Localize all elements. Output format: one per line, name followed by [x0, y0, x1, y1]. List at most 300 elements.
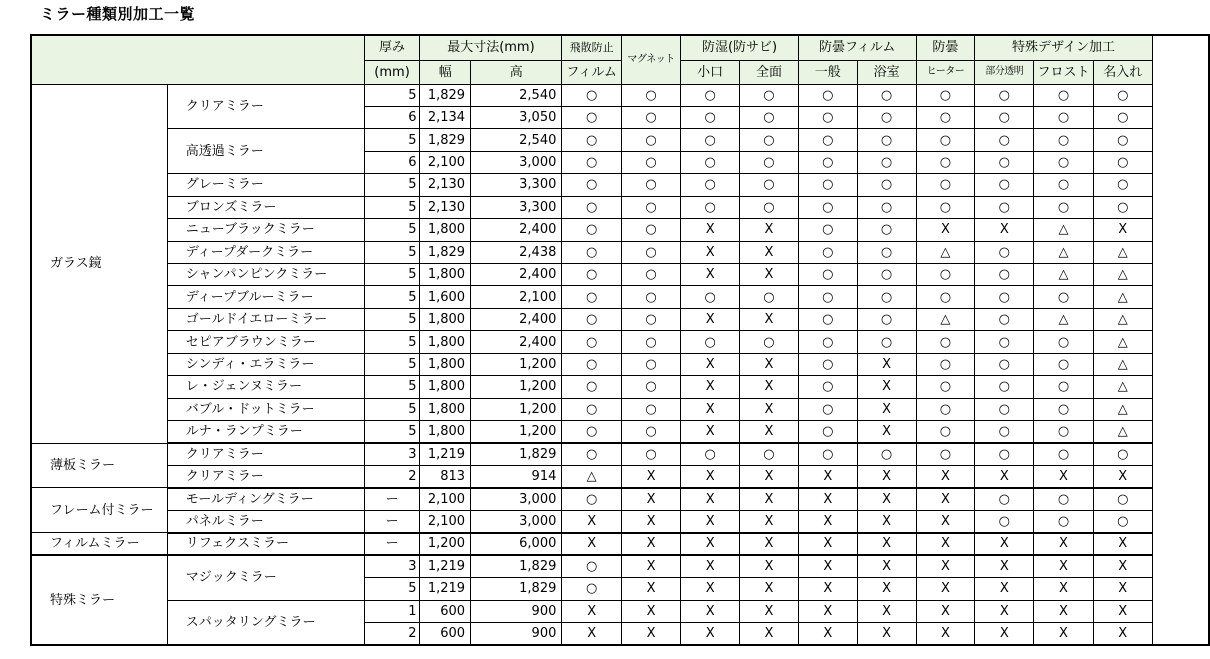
availability-mark: X [740, 376, 799, 398]
availability-mark: ○ [1034, 398, 1094, 420]
availability-mark: ○ [975, 443, 1034, 465]
availability-mark: ○ [562, 219, 622, 241]
availability-mark: X [681, 510, 740, 532]
availability-mark: ○ [562, 578, 622, 600]
availability-mark: △ [1093, 421, 1152, 443]
availability-mark: X [798, 510, 857, 532]
product-name: 高透過ミラー [167, 129, 364, 174]
availability-mark: ○ [916, 196, 975, 218]
availability-mark: ○ [1034, 129, 1094, 151]
availability-mark: ○ [1034, 106, 1094, 128]
availability-mark: X [1034, 465, 1094, 487]
header-magnet: マグネット [621, 35, 680, 84]
width-value: 2,134 [420, 106, 471, 128]
width-value: 1,200 [420, 533, 471, 555]
height-value: 2,438 [471, 241, 562, 263]
table-row [31, 219, 1209, 241]
thickness-value: 5 [364, 353, 420, 375]
availability-mark: X [681, 533, 740, 555]
availability-mark: X [681, 264, 740, 286]
width-value: 1,800 [420, 421, 471, 443]
height-value: 2,540 [471, 84, 562, 106]
availability-mark: X [857, 578, 916, 600]
width-value: 600 [420, 600, 471, 622]
thickness-value: ー [364, 510, 420, 532]
availability-mark: X [740, 219, 799, 241]
category-label: 薄板ミラー [31, 443, 167, 488]
availability-mark: X [798, 578, 857, 600]
availability-mark: △ [1093, 286, 1152, 308]
table-row [31, 196, 1209, 218]
width-value: 1,829 [420, 84, 471, 106]
availability-mark: ○ [975, 353, 1034, 375]
availability-mark: ○ [740, 174, 799, 196]
thickness-value: 5 [364, 421, 420, 443]
availability-mark: X [1034, 533, 1094, 555]
category-label: ガラス鏡 [31, 84, 167, 443]
table-row [31, 174, 1209, 196]
width-value: 2,100 [420, 151, 471, 173]
availability-mark: △ [1093, 308, 1152, 330]
height-value: 900 [471, 623, 562, 645]
availability-mark: X [740, 578, 799, 600]
height-value: 900 [471, 600, 562, 622]
table-row [31, 129, 1209, 151]
header-mp-full: 全面 [740, 60, 799, 84]
availability-mark: ○ [1034, 421, 1094, 443]
width-value: 1,800 [420, 331, 471, 353]
availability-mark: ○ [621, 241, 680, 263]
product-name: ディープブルーミラー [167, 286, 364, 308]
availability-mark: ○ [975, 286, 1034, 308]
product-name: クリアミラー [167, 465, 364, 487]
availability-mark: X [621, 533, 680, 555]
height-value: 2,400 [471, 264, 562, 286]
availability-mark: ○ [916, 174, 975, 196]
thickness-value: 2 [364, 465, 420, 487]
availability-mark: X [857, 623, 916, 645]
availability-mark: X [562, 623, 622, 645]
header-anti-fog-film: 防曇フィルム [798, 35, 916, 60]
thickness-value: 5 [364, 196, 420, 218]
availability-mark: ○ [681, 443, 740, 465]
availability-mark: △ [1093, 353, 1152, 375]
availability-mark: ○ [1093, 196, 1152, 218]
availability-mark: X [681, 488, 740, 510]
availability-mark: X [740, 308, 799, 330]
thickness-value: 5 [364, 264, 420, 286]
width-value: 1,800 [420, 353, 471, 375]
availability-mark: ○ [857, 196, 916, 218]
availability-mark: ○ [1034, 353, 1094, 375]
availability-mark: ○ [857, 264, 916, 286]
availability-mark: X [681, 219, 740, 241]
table-row [31, 600, 1209, 622]
availability-mark: ○ [562, 196, 622, 218]
availability-mark: ○ [562, 443, 622, 465]
availability-mark: ○ [621, 443, 680, 465]
availability-mark: ○ [562, 421, 622, 443]
availability-mark: X [1093, 533, 1152, 555]
availability-mark: ○ [975, 510, 1034, 532]
product-name: レ・ジェンヌミラー [167, 376, 364, 398]
availability-mark: △ [562, 465, 622, 487]
availability-mark: ○ [1093, 151, 1152, 173]
availability-mark: ○ [975, 241, 1034, 263]
availability-mark: ○ [562, 241, 622, 263]
availability-mark: ○ [1034, 196, 1094, 218]
availability-mark: X [562, 600, 622, 622]
product-name: クリアミラー [167, 443, 364, 465]
height-value: 1,829 [471, 555, 562, 577]
thickness-value: 3 [364, 443, 420, 465]
availability-mark: △ [1034, 241, 1094, 263]
header-thickness: 厚み [364, 35, 420, 60]
header-sd-frost: フロスト [1034, 60, 1094, 84]
thickness-value: 5 [364, 241, 420, 263]
availability-mark: X [1034, 555, 1094, 577]
availability-mark: X [1093, 600, 1152, 622]
availability-mark: ○ [857, 84, 916, 106]
height-value: 2,540 [471, 129, 562, 151]
availability-mark: ○ [857, 219, 916, 241]
height-value: 914 [471, 465, 562, 487]
availability-mark: ○ [681, 196, 740, 218]
availability-mark: X [798, 488, 857, 510]
availability-mark: ○ [621, 421, 680, 443]
availability-mark: ○ [798, 376, 857, 398]
availability-mark: X [1093, 219, 1152, 241]
availability-mark: ○ [975, 84, 1034, 106]
width-value: 1,219 [420, 578, 471, 600]
availability-mark: ○ [740, 286, 799, 308]
availability-mark: X [1093, 623, 1152, 645]
product-name: グレーミラー [167, 174, 364, 196]
height-value: 1,200 [471, 353, 562, 375]
availability-mark: △ [1093, 241, 1152, 263]
availability-mark: ○ [1034, 286, 1094, 308]
thickness-value: 5 [364, 398, 420, 420]
availability-mark: ○ [562, 129, 622, 151]
availability-mark: ○ [916, 331, 975, 353]
availability-mark: △ [1034, 264, 1094, 286]
header-anti-shatter-film: フィルム [562, 60, 622, 84]
availability-mark: ○ [857, 308, 916, 330]
product-name: ブロンズミラー [167, 196, 364, 218]
table-row [31, 376, 1209, 398]
availability-mark: X [857, 510, 916, 532]
availability-mark: ○ [798, 129, 857, 151]
availability-mark: ○ [1093, 510, 1152, 532]
availability-mark: ○ [621, 196, 680, 218]
availability-mark: ○ [916, 264, 975, 286]
height-value: 6,000 [471, 533, 562, 555]
height-value: 3,050 [471, 106, 562, 128]
availability-mark: ○ [798, 353, 857, 375]
availability-mark: X [916, 465, 975, 487]
table-row [31, 488, 1209, 510]
availability-mark: ○ [975, 308, 1034, 330]
availability-mark: ○ [1034, 488, 1094, 510]
availability-mark: ○ [1034, 151, 1094, 173]
product-name: ディープダークミラー [167, 241, 364, 263]
availability-mark: ○ [562, 286, 622, 308]
availability-mark: X [740, 465, 799, 487]
header-sd-name: 名入れ [1093, 60, 1152, 84]
availability-mark: X [798, 555, 857, 577]
width-value: 1,219 [420, 443, 471, 465]
availability-mark: △ [1093, 376, 1152, 398]
availability-mark: X [798, 465, 857, 487]
availability-mark: ○ [740, 129, 799, 151]
availability-mark: X [916, 600, 975, 622]
availability-mark: X [621, 555, 680, 577]
availability-mark: X [975, 600, 1034, 622]
availability-mark: X [798, 533, 857, 555]
availability-mark: ○ [798, 196, 857, 218]
availability-mark: X [740, 398, 799, 420]
availability-mark: ○ [798, 219, 857, 241]
availability-mark: ○ [975, 398, 1034, 420]
availability-mark: ○ [621, 264, 680, 286]
availability-mark: X [1093, 578, 1152, 600]
product-name: シンディ・エラミラー [167, 353, 364, 375]
header-sd-partial: 部分透明 [975, 60, 1034, 84]
header-width: 幅 [420, 60, 471, 84]
height-value: 3,000 [471, 510, 562, 532]
availability-mark: X [857, 600, 916, 622]
thickness-value: 5 [364, 84, 420, 106]
thickness-value: 6 [364, 151, 420, 173]
availability-mark: ○ [975, 196, 1034, 218]
availability-mark: X [681, 241, 740, 263]
mirror-processing-table [30, 34, 1210, 646]
availability-mark: ○ [621, 174, 680, 196]
availability-mark: X [857, 465, 916, 487]
height-value: 3,000 [471, 151, 562, 173]
header-heater: ヒーター [916, 60, 975, 84]
availability-mark: X [857, 533, 916, 555]
availability-mark: X [681, 555, 740, 577]
availability-mark: ○ [562, 308, 622, 330]
availability-mark: X [740, 264, 799, 286]
availability-mark: ○ [798, 84, 857, 106]
availability-mark: ○ [621, 84, 680, 106]
width-value: 600 [420, 623, 471, 645]
availability-mark: ○ [975, 331, 1034, 353]
availability-mark: ○ [975, 151, 1034, 173]
availability-mark: ○ [562, 84, 622, 106]
availability-mark: ○ [857, 129, 916, 151]
availability-mark: X [975, 578, 1034, 600]
header-anti-shatter: 飛散防止 [562, 35, 622, 60]
availability-mark: ○ [621, 286, 680, 308]
availability-mark: X [621, 510, 680, 532]
height-value: 1,200 [471, 376, 562, 398]
width-value: 1,219 [420, 555, 471, 577]
availability-mark: ○ [1093, 106, 1152, 128]
availability-mark: X [740, 421, 799, 443]
availability-mark: ○ [798, 398, 857, 420]
width-value: 2,100 [420, 510, 471, 532]
availability-mark: ○ [562, 488, 622, 510]
availability-mark: ○ [562, 264, 622, 286]
availability-mark: ○ [916, 84, 975, 106]
availability-mark: X [975, 219, 1034, 241]
availability-mark: ○ [681, 84, 740, 106]
availability-mark: X [975, 623, 1034, 645]
availability-mark: X [916, 578, 975, 600]
availability-mark: ○ [562, 353, 622, 375]
height-value: 2,400 [471, 308, 562, 330]
availability-mark: X [681, 398, 740, 420]
availability-mark: ○ [681, 106, 740, 128]
availability-mark: X [681, 308, 740, 330]
availability-mark: X [681, 421, 740, 443]
availability-mark: ○ [916, 398, 975, 420]
product-name: ゴールドイエローミラー [167, 308, 364, 330]
availability-mark: X [916, 533, 975, 555]
width-value: 1,800 [420, 376, 471, 398]
availability-mark: ○ [798, 264, 857, 286]
availability-mark: X [621, 600, 680, 622]
availability-mark: ○ [681, 286, 740, 308]
availability-mark: X [681, 353, 740, 375]
product-name: マジックミラー [167, 555, 364, 600]
availability-mark: X [681, 600, 740, 622]
availability-mark: ○ [740, 84, 799, 106]
height-value: 2,400 [471, 219, 562, 241]
availability-mark: X [621, 488, 680, 510]
availability-mark: ○ [1093, 443, 1152, 465]
thickness-value: 5 [364, 578, 420, 600]
availability-mark: X [681, 376, 740, 398]
availability-mark: X [740, 510, 799, 532]
availability-mark: ○ [857, 331, 916, 353]
availability-mark: ○ [1034, 443, 1094, 465]
availability-mark: ○ [857, 443, 916, 465]
availability-mark: ○ [916, 129, 975, 151]
availability-mark: ○ [621, 398, 680, 420]
availability-mark: X [798, 623, 857, 645]
product-name: ニューブラックミラー [167, 219, 364, 241]
header-max-size: 最大寸法(mm) [420, 35, 562, 60]
availability-mark: X [798, 600, 857, 622]
availability-mark: ○ [798, 151, 857, 173]
availability-mark: X [621, 623, 680, 645]
availability-mark: X [621, 465, 680, 487]
availability-mark: ○ [681, 151, 740, 173]
availability-mark: X [857, 398, 916, 420]
availability-mark: X [857, 421, 916, 443]
thickness-value: 1 [364, 600, 420, 622]
availability-mark: ○ [857, 106, 916, 128]
availability-mark: ○ [1093, 84, 1152, 106]
availability-mark: ○ [798, 241, 857, 263]
thickness-value: 5 [364, 331, 420, 353]
availability-mark: ○ [621, 106, 680, 128]
availability-mark: X [857, 555, 916, 577]
header-aff-bath: 浴室 [857, 60, 916, 84]
availability-mark: ○ [798, 421, 857, 443]
availability-mark: X [975, 555, 1034, 577]
availability-mark: X [562, 533, 622, 555]
availability-mark: X [740, 353, 799, 375]
product-name: シャンパンピンクミラー [167, 264, 364, 286]
availability-mark: ○ [1093, 174, 1152, 196]
availability-mark: ○ [681, 174, 740, 196]
thickness-value: 6 [364, 106, 420, 128]
availability-mark: ○ [798, 331, 857, 353]
thickness-value: 5 [364, 219, 420, 241]
availability-mark: △ [1093, 331, 1152, 353]
product-name: セピアブラウンミラー [167, 331, 364, 353]
availability-mark: X [740, 533, 799, 555]
availability-mark: X [916, 555, 975, 577]
availability-mark: X [681, 578, 740, 600]
availability-mark: ○ [562, 331, 622, 353]
table-row [31, 421, 1209, 443]
page-title: ミラー種類別加工一覧 [40, 5, 196, 23]
table-row [31, 465, 1209, 487]
category-label: フィルムミラー [31, 533, 167, 555]
availability-mark: X [1093, 555, 1152, 577]
availability-mark: X [916, 488, 975, 510]
product-name: ルナ・ランプミラー [167, 421, 364, 443]
availability-mark: ○ [562, 555, 622, 577]
availability-mark: ○ [621, 376, 680, 398]
availability-mark: X [1034, 623, 1094, 645]
product-name: モールディングミラー [167, 488, 364, 510]
product-name: スパッタリングミラー [167, 600, 364, 645]
availability-mark: ○ [740, 331, 799, 353]
availability-mark: X [681, 465, 740, 487]
table-row [31, 241, 1209, 263]
availability-mark: ○ [562, 398, 622, 420]
availability-mark: ○ [916, 421, 975, 443]
availability-mark: ○ [916, 106, 975, 128]
availability-mark: X [740, 555, 799, 577]
availability-mark: ○ [975, 264, 1034, 286]
availability-mark: X [1093, 465, 1152, 487]
availability-mark: ○ [798, 443, 857, 465]
width-value: 1,800 [420, 219, 471, 241]
table-row [31, 533, 1209, 555]
availability-mark: ○ [1034, 376, 1094, 398]
category-label: 特殊ミラー [31, 555, 167, 645]
availability-mark: ○ [1093, 488, 1152, 510]
thickness-value: 2 [364, 623, 420, 645]
width-value: 1,800 [420, 264, 471, 286]
availability-mark: X [562, 510, 622, 532]
availability-mark: ○ [798, 174, 857, 196]
availability-mark: ○ [916, 376, 975, 398]
availability-mark: ○ [1034, 510, 1094, 532]
availability-mark: ○ [975, 421, 1034, 443]
availability-mark: ○ [621, 151, 680, 173]
availability-mark: X [1034, 578, 1094, 600]
availability-mark: △ [1093, 398, 1152, 420]
availability-mark: ○ [621, 353, 680, 375]
availability-mark: ○ [621, 308, 680, 330]
availability-mark: X [857, 376, 916, 398]
table-row [31, 286, 1209, 308]
availability-mark: ○ [975, 174, 1034, 196]
availability-mark: ○ [562, 151, 622, 173]
availability-mark: ○ [975, 129, 1034, 151]
height-value: 3,300 [471, 196, 562, 218]
availability-mark: X [916, 510, 975, 532]
